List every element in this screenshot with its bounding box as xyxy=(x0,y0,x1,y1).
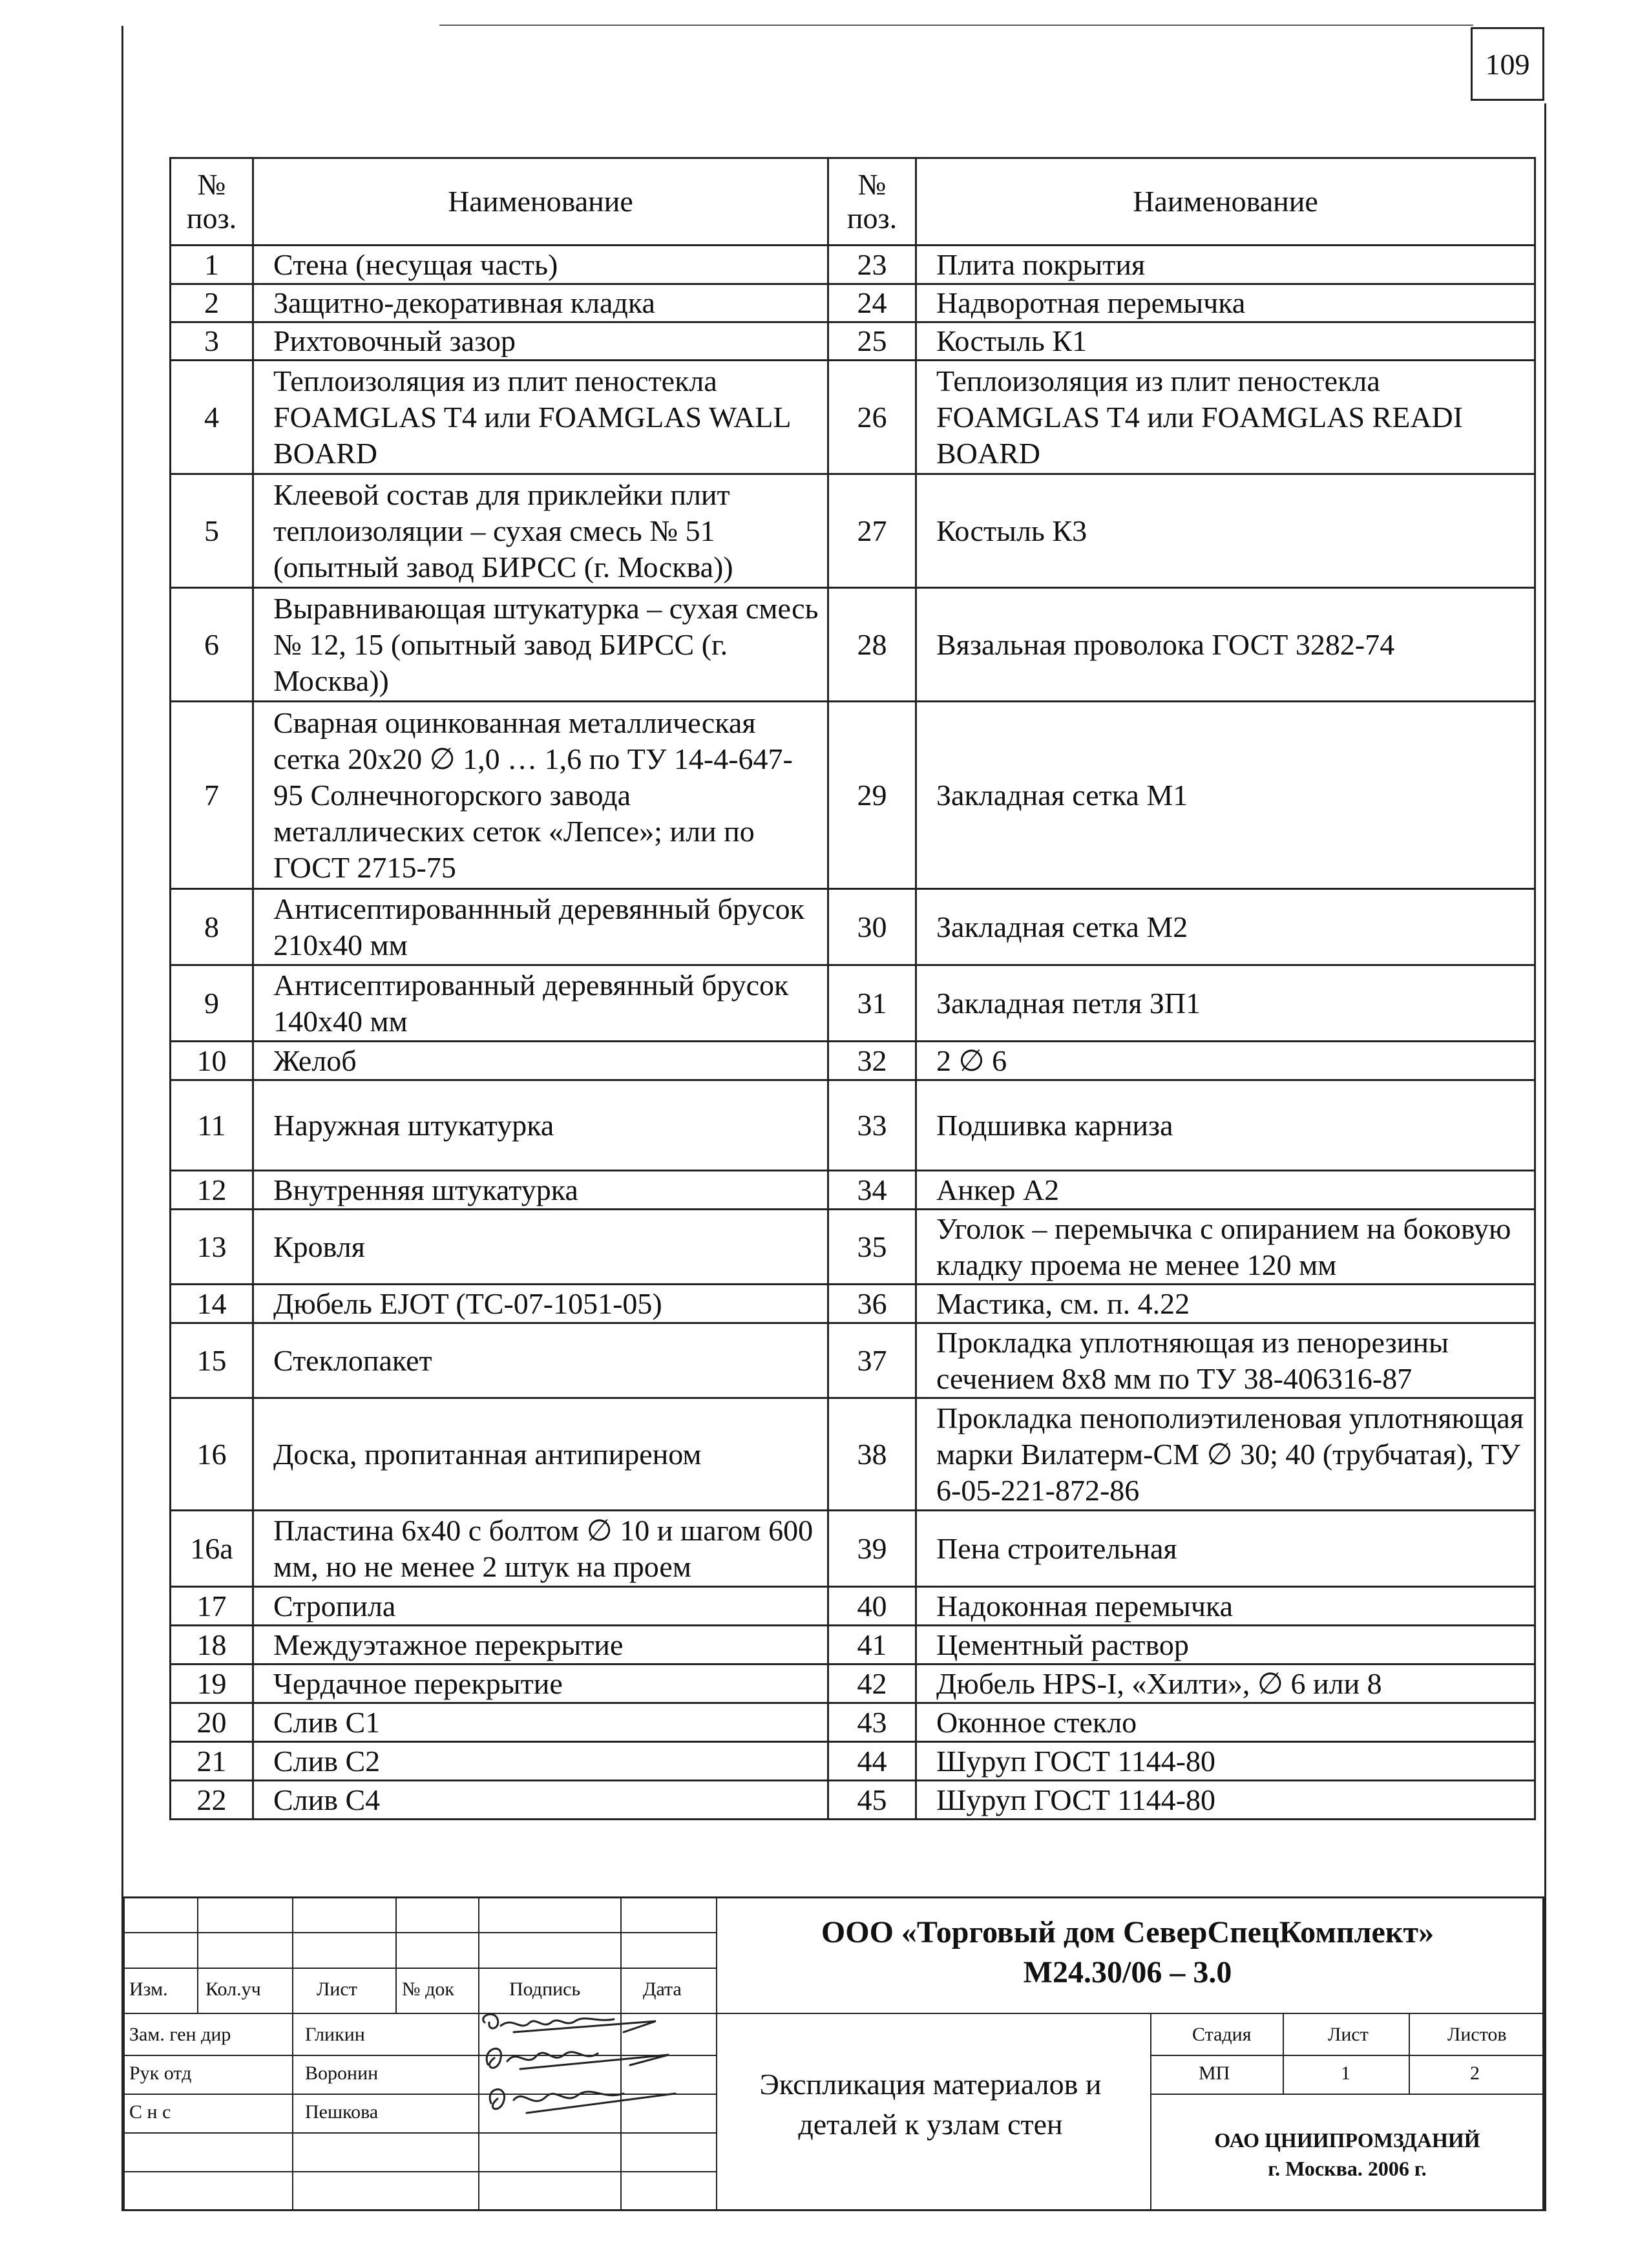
table-row xyxy=(171,1398,1535,1511)
cell-name-right: Оконное стекло xyxy=(916,1703,1535,1742)
col-list: Лист xyxy=(317,1979,357,2000)
cell-name-right: Закладная сетка М2 xyxy=(916,889,1535,965)
table-row xyxy=(171,322,1535,361)
cell-pos-right: 23 xyxy=(828,246,916,284)
table-row xyxy=(171,1587,1535,1626)
tb-line xyxy=(1150,2055,1544,2056)
cell-pos-left: 6 xyxy=(171,588,253,702)
tb-line xyxy=(1409,2013,1410,2094)
table-row xyxy=(171,1285,1535,1323)
name-0: Гликин xyxy=(305,2024,365,2045)
col-signature: Подпись xyxy=(509,1979,581,2000)
cell-pos-right: 32 xyxy=(828,1042,916,1080)
cell-pos-right: 38 xyxy=(828,1398,916,1511)
cell-name-right: Закладная петля ЗП1 xyxy=(916,965,1535,1042)
cell-pos-right: 36 xyxy=(828,1285,916,1323)
cell-name-right: Надоконная перемычка xyxy=(916,1587,1535,1626)
cell-name-right: Пена строительная xyxy=(916,1511,1535,1587)
cell-pos-left: 21 xyxy=(171,1742,253,1781)
cell-name-right: Мастика, см. п. 4.22 xyxy=(916,1285,1535,1323)
cell-name-left: Клеевой состав для приклейки плит теплоизоляции – сухая смесь № 51 (опытный завод БИРСС (г. Москва)) xyxy=(253,474,828,588)
cell-pos-right: 34 xyxy=(828,1171,916,1210)
cell-pos-right: 35 xyxy=(828,1210,916,1285)
cell-name-left: Стена (несущая часть) xyxy=(253,246,828,284)
table-row xyxy=(171,1323,1535,1398)
cell-pos-left: 9 xyxy=(171,965,253,1042)
institute-block xyxy=(1150,2126,1544,2183)
cell-pos-right: 31 xyxy=(828,965,916,1042)
table-row xyxy=(171,965,1535,1042)
table-row xyxy=(171,474,1535,588)
cell-name-right: Подшивка карниза xyxy=(916,1080,1535,1171)
cell-pos-left: 14 xyxy=(171,1285,253,1323)
materials-table xyxy=(169,157,1536,1820)
table-row xyxy=(171,1511,1535,1587)
cell-name-right: Прокладка уплотняющая из пенорезины сечением 8х8 мм по ТУ 38-406316-87 xyxy=(916,1323,1535,1398)
cell-name-left: Стропила xyxy=(253,1587,828,1626)
cell-name-right: Дюбель HPS-I, «Хилти», ∅ 6 или 8 xyxy=(916,1664,1535,1703)
signatures-image xyxy=(475,2003,682,2139)
name-header-left: Наименование xyxy=(253,158,828,246)
cell-pos-left: 19 xyxy=(171,1664,253,1703)
cell-name-right: Плита покрытия xyxy=(916,246,1535,284)
cell-name-right: Анкер А2 xyxy=(916,1171,1535,1210)
col-doc-no: № док xyxy=(402,1979,454,2000)
sheet-label: Лист xyxy=(1328,2024,1369,2045)
cell-name-left: Доска, пропитанная антипиреном xyxy=(253,1398,828,1511)
cell-pos-left: 22 xyxy=(171,1781,253,1820)
table-row xyxy=(171,1626,1535,1664)
cell-name-left: Антисептированнный деревянный брусок 210х40 мм xyxy=(253,889,828,965)
table-row xyxy=(171,588,1535,702)
cell-pos-right: 41 xyxy=(828,1626,916,1664)
cell-name-right: Вязальная проволока ГОСТ 3282-74 xyxy=(916,588,1535,702)
cell-name-left: Сварная оцинкованная металлическая сетка 20х20 ∅ 1,0 … 1,6 по ТУ 14-4-647-95 Солнечногорского завода металлических сеток «Лепсе»; или по ГОСТ 2715-75 xyxy=(253,702,828,889)
cell-pos-left: 3 xyxy=(171,322,253,361)
table-row xyxy=(171,1080,1535,1171)
cell-pos-left: 1 xyxy=(171,246,253,284)
cell-pos-right: 44 xyxy=(828,1742,916,1781)
col-kol-uch: Кол.уч xyxy=(205,1979,261,2000)
cell-pos-right: 45 xyxy=(828,1781,916,1820)
cell-name-right: Закладная сетка М1 xyxy=(916,702,1535,889)
pos-header-right: № поз. xyxy=(828,158,916,246)
sheet-value: 1 xyxy=(1341,2063,1350,2084)
cell-name-left: Защитно-декоративная кладка xyxy=(253,284,828,322)
table-row xyxy=(171,1742,1535,1781)
cell-name-left: Кровля xyxy=(253,1210,828,1285)
table-body xyxy=(171,246,1535,1820)
table-row xyxy=(171,246,1535,284)
cell-pos-left: 16а xyxy=(171,1511,253,1587)
cell-name-right: Шуруп ГОСТ 1144-80 xyxy=(916,1742,1535,1781)
cell-name-left: Наружная штукатурка xyxy=(253,1080,828,1171)
frame-right-border xyxy=(1544,103,1546,2211)
sheets-label: Листов xyxy=(1447,2024,1507,2045)
cell-pos-right: 25 xyxy=(828,322,916,361)
cell-name-left: Междуэтажное перекрытие xyxy=(253,1626,828,1664)
document-description: Экспликация материалов и деталей к узлам стен xyxy=(759,2068,1102,2141)
cell-pos-left: 20 xyxy=(171,1703,253,1742)
city-year: г. Москва. 2006 г. xyxy=(1268,2157,1427,2180)
cell-pos-left: 7 xyxy=(171,702,253,889)
cell-name-left: Чердачное перекрытие xyxy=(253,1664,828,1703)
document-code: М24.30/06 – 3.0 xyxy=(1023,1955,1232,1990)
cell-pos-left: 12 xyxy=(171,1171,253,1210)
cell-name-right: Прокладка пенополиэтиленовая уплотняющая марки Вилатерм-СМ ∅ 30; 40 (трубчатая), ТУ 6-05-221-872-86 xyxy=(916,1398,1535,1511)
sheets-value: 2 xyxy=(1470,2063,1480,2084)
cell-pos-right: 37 xyxy=(828,1323,916,1398)
cell-name-right: Цементный раствор xyxy=(916,1626,1535,1664)
role-0: Зам. ген дир xyxy=(129,2024,231,2045)
table-row xyxy=(171,1171,1535,1210)
table-header-row xyxy=(171,158,1535,246)
name-1: Воронин xyxy=(305,2063,379,2084)
pos-header-left: № поз. xyxy=(171,158,253,246)
tb-line xyxy=(123,1968,717,1969)
tb-line xyxy=(1283,2013,1284,2094)
tb-line xyxy=(123,2013,1544,2014)
col-izm: Изм. xyxy=(129,1979,168,2000)
cell-pos-left: 8 xyxy=(171,889,253,965)
table-row xyxy=(171,1210,1535,1285)
tb-line xyxy=(292,1896,293,2211)
tb-line xyxy=(1150,2094,1544,2095)
cell-pos-left: 10 xyxy=(171,1042,253,1080)
cell-name-left: Стеклопакет xyxy=(253,1323,828,1398)
cell-name-left: Рихтовочный зазор xyxy=(253,322,828,361)
cell-pos-left: 13 xyxy=(171,1210,253,1285)
role-2: С н с xyxy=(129,2101,171,2123)
cell-pos-right: 42 xyxy=(828,1664,916,1703)
table-row xyxy=(171,1781,1535,1820)
org-title xyxy=(717,1913,1538,1993)
cell-pos-right: 26 xyxy=(828,361,916,474)
cell-name-left: Теплоизоляция из плит пеностекла FOAMGLAS T4 или FOAMGLAS WALL BOARD xyxy=(253,361,828,474)
cell-pos-right: 29 xyxy=(828,702,916,889)
cell-name-left: Слив С2 xyxy=(253,1742,828,1781)
cell-name-right: Уголок – перемычка с опиранием на боковую кладку проема не менее 120 мм xyxy=(916,1210,1535,1285)
cell-name-right: Костыль К1 xyxy=(916,322,1535,361)
cell-name-left: Желоб xyxy=(253,1042,828,1080)
cell-pos-left: 16 xyxy=(171,1398,253,1511)
cell-pos-right: 30 xyxy=(828,889,916,965)
cell-pos-right: 40 xyxy=(828,1587,916,1626)
cell-name-right: Шуруп ГОСТ 1144-80 xyxy=(916,1781,1535,1820)
frame-left-border xyxy=(121,26,123,2211)
cell-pos-right: 24 xyxy=(828,284,916,322)
cell-pos-left: 4 xyxy=(171,361,253,474)
page-number: 109 xyxy=(1471,27,1544,101)
tb-line xyxy=(123,1932,717,1933)
cell-pos-left: 17 xyxy=(171,1587,253,1626)
cell-pos-right: 39 xyxy=(828,1511,916,1587)
frame-top-line xyxy=(439,25,1473,26)
table-row xyxy=(171,361,1535,474)
cell-name-left: Дюбель EJOT (ТС-07-1051-05) xyxy=(253,1285,828,1323)
cell-name-right: Костыль К3 xyxy=(916,474,1535,588)
table-row xyxy=(171,284,1535,322)
cell-name-right: Надворотная перемычка xyxy=(916,284,1535,322)
cell-name-left: Антисептированный деревянный брусок 140х40 мм xyxy=(253,965,828,1042)
cell-name-right: Теплоизоляция из плит пеностекла FOAMGLAS T4 или FOAMGLAS READI BOARD xyxy=(916,361,1535,474)
name-header-right: Наименование xyxy=(916,158,1535,246)
cell-pos-right: 28 xyxy=(828,588,916,702)
cell-pos-left: 15 xyxy=(171,1323,253,1398)
tb-line xyxy=(123,2171,717,2172)
table-row xyxy=(171,1042,1535,1080)
cell-name-left: Выравнивающая штукатурка – сухая смесь № 12, 15 (опытный завод БИРСС (г. Москва)) xyxy=(253,588,828,702)
col-date: Дата xyxy=(643,1979,682,2000)
stage-label: Стадия xyxy=(1192,2024,1252,2045)
table-row xyxy=(171,889,1535,965)
table-row xyxy=(171,1664,1535,1703)
institute-name: ОАО ЦНИИПРОМЗДАНИЙ xyxy=(1214,2128,1480,2152)
company-name: ООО «Торговый дом СеверСпецКомплект» xyxy=(821,1915,1434,1949)
cell-name-left: Слив С1 xyxy=(253,1703,828,1742)
stage-value: МП xyxy=(1199,2063,1230,2084)
tb-line xyxy=(197,1896,198,2013)
table-row xyxy=(171,702,1535,889)
cell-pos-right: 43 xyxy=(828,1703,916,1742)
cell-name-left: Внутренняя штукатурка xyxy=(253,1171,828,1210)
cell-name-left: Слив С4 xyxy=(253,1781,828,1820)
cell-pos-right: 33 xyxy=(828,1080,916,1171)
cell-pos-left: 11 xyxy=(171,1080,253,1171)
name-2: Пешкова xyxy=(305,2101,379,2123)
cell-name-right: 2 ∅ 6 xyxy=(916,1042,1535,1080)
tb-line xyxy=(395,1896,397,2013)
cell-name-left: Пластина 6х40 с болтом ∅ 10 и шагом 600 мм, но не менее 2 штук на проем xyxy=(253,1511,828,1587)
cell-pos-left: 18 xyxy=(171,1626,253,1664)
role-1: Рук отд xyxy=(129,2063,192,2084)
cell-pos-left: 5 xyxy=(171,474,253,588)
table-row xyxy=(171,1703,1535,1742)
cell-pos-right: 27 xyxy=(828,474,916,588)
cell-pos-left: 2 xyxy=(171,284,253,322)
